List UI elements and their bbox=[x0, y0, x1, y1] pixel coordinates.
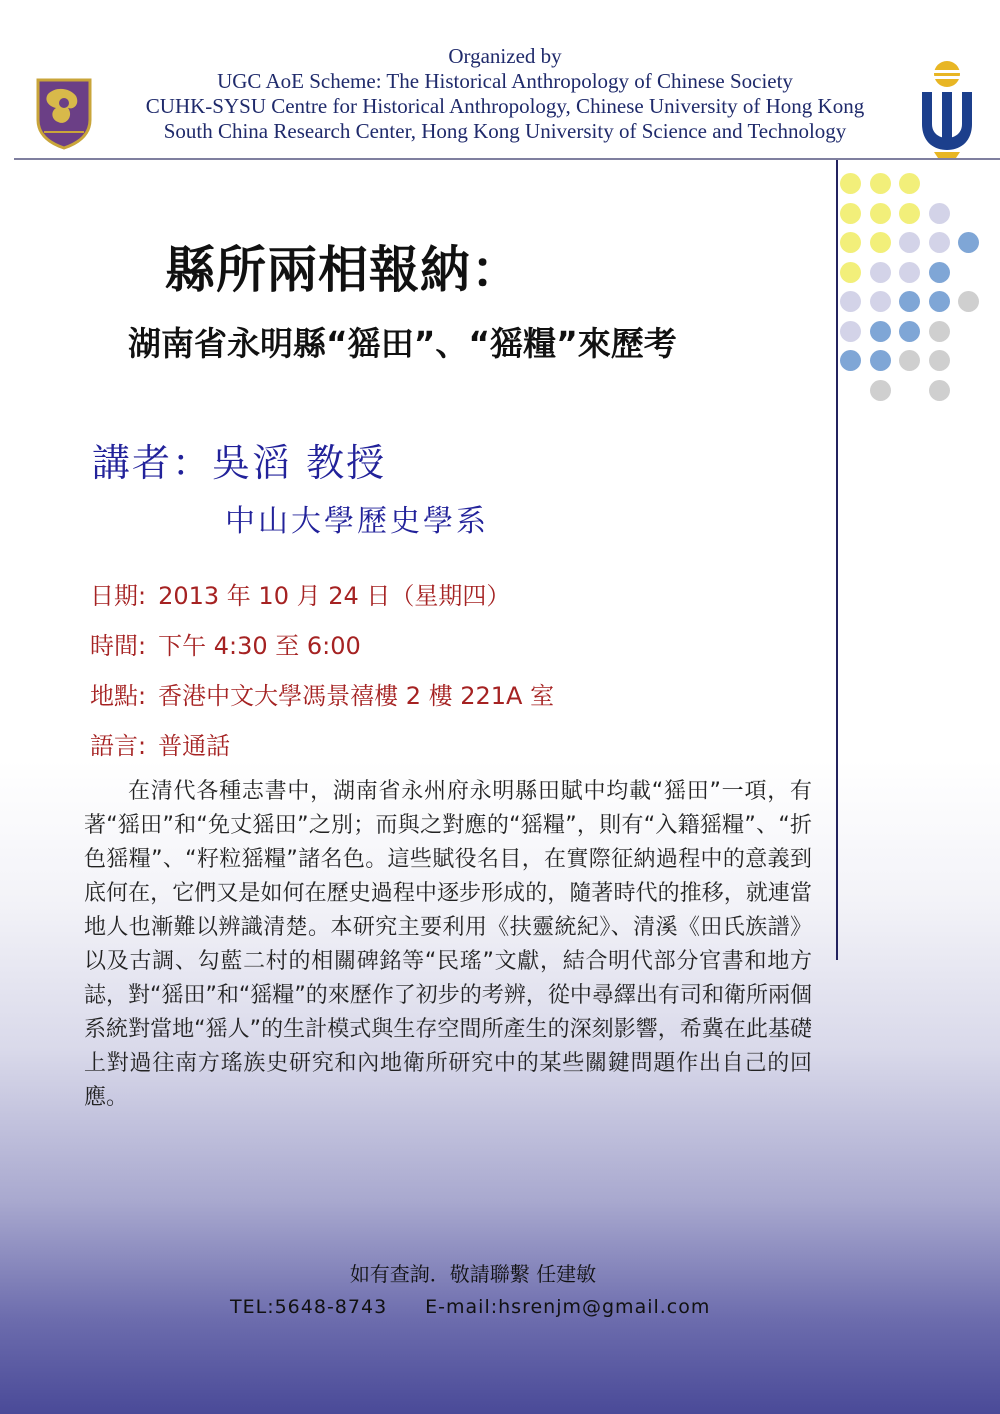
decorative-dot bbox=[899, 321, 920, 342]
contact-line: 如有查詢．敬請聯繫 任建敏 bbox=[349, 1262, 597, 1286]
decorative-dot bbox=[870, 380, 891, 401]
info-time bbox=[90, 626, 361, 661]
decorative-dot bbox=[899, 350, 920, 371]
decorative-dot bbox=[840, 321, 861, 342]
info-date-value: 2013 年 10 月 24 日（星期四） bbox=[158, 582, 511, 610]
contact-details bbox=[230, 1296, 710, 1318]
abstract-paragraph: 在清代各種志書中，湖南省永州府永明縣田賦中均載“猺田”一項，有著“猺田”和“免丈猺田”之別；而與之對應的“猺糧”，則有“入籍猺糧”、“折色猺糧”、“籽粒猺糧”諸名色。這些賦役名目，在實際征納過程中的意義到底何在，它們又是如何在歷史過程中逐步形成的，隨著時代的推移，就連當地人也漸難以辨識清楚。本研究主要利用《扶靈統紀》、清溪《田氏族譜》以及古調、勾藍二村的相關碑銘等“民瑤”文獻，結合明代部分官書和地方誌，對“猺田”和“猺糧”的來歷作了初步的考辨，從中尋繹出有司和衛所兩個系統對當地“猺人”的生計模式與生存空間所產生的深刻影響，希冀在此基礎上對過往南方瑤族史研究和內地衛所研究中的某些關鍵問題作出自己的回應。 bbox=[84, 779, 812, 1110]
decorative-dot bbox=[929, 291, 950, 312]
decorative-dot bbox=[899, 203, 920, 224]
decorative-dot bbox=[870, 291, 891, 312]
decorative-dot bbox=[929, 232, 950, 253]
decorative-dot bbox=[870, 262, 891, 283]
decorative-dot bbox=[958, 291, 979, 312]
decorative-dot bbox=[870, 203, 891, 224]
organized-by-label: Organized by bbox=[448, 44, 562, 68]
decorative-dot bbox=[870, 321, 891, 342]
info-language-label: 語言: bbox=[90, 732, 147, 760]
info-time-label: 時間: bbox=[90, 632, 147, 660]
speaker-department: 中山大學歷史學系 bbox=[225, 504, 489, 539]
decorative-dot-grid bbox=[840, 173, 990, 423]
decorative-dot bbox=[840, 262, 861, 283]
decorative-dot bbox=[870, 350, 891, 371]
decorative-dot bbox=[929, 203, 950, 224]
decorative-dot bbox=[840, 232, 861, 253]
decorative-dot bbox=[899, 173, 920, 194]
decorative-dot bbox=[840, 203, 861, 224]
decorative-dot bbox=[958, 232, 979, 253]
cuhk-crest-icon bbox=[34, 76, 94, 150]
decorative-dot bbox=[929, 380, 950, 401]
info-time-value: 下午 4:30 至 6:00 bbox=[158, 632, 361, 660]
info-venue bbox=[90, 676, 554, 711]
decorative-dot bbox=[840, 291, 861, 312]
info-venue-label: 地點: bbox=[90, 682, 147, 710]
contact-email: E-mail:hsrenjm@gmail.com bbox=[425, 1296, 711, 1318]
lecture-title: 縣所兩相報納： bbox=[165, 241, 522, 299]
decorative-dot bbox=[929, 321, 950, 342]
decorative-dot bbox=[899, 262, 920, 283]
info-language bbox=[90, 726, 230, 761]
header bbox=[0, 0, 1000, 162]
info-language-value: 普通話 bbox=[158, 732, 231, 760]
hkust-logo-icon bbox=[918, 58, 976, 158]
info-venue-value: 香港中文大學馮景禧樓 2 樓 221A 室 bbox=[158, 682, 555, 710]
decorative-dot bbox=[899, 232, 920, 253]
decorative-dot bbox=[870, 232, 891, 253]
organizer-line-3: South China Research Center, Hong Kong University of Science and Technology bbox=[163, 119, 847, 143]
contact-tel: TEL:5648-8743 bbox=[230, 1296, 388, 1318]
decorative-dot bbox=[899, 291, 920, 312]
organizer-line-2: CUHK-SYSU Centre for Historical Anthropology, Chinese University of Hong Kong bbox=[145, 94, 865, 118]
decorative-dot bbox=[840, 350, 861, 371]
speaker-name: 講者：吳滔 教授 bbox=[92, 441, 387, 485]
decorative-dot bbox=[840, 173, 861, 194]
decorative-dot bbox=[929, 350, 950, 371]
header-divider bbox=[14, 158, 1000, 160]
organizer-line-1: UGC AoE Scheme: The Historical Anthropology of Chinese Society bbox=[217, 69, 793, 93]
side-divider bbox=[836, 160, 838, 960]
organizer-block bbox=[100, 44, 910, 144]
decorative-dot bbox=[870, 173, 891, 194]
info-date bbox=[90, 576, 510, 611]
decorative-dot bbox=[929, 262, 950, 283]
info-date-label: 日期: bbox=[90, 582, 147, 610]
lecture-subtitle: 湖南省永明縣“猺田”、“猺糧”來歷考 bbox=[128, 324, 677, 363]
